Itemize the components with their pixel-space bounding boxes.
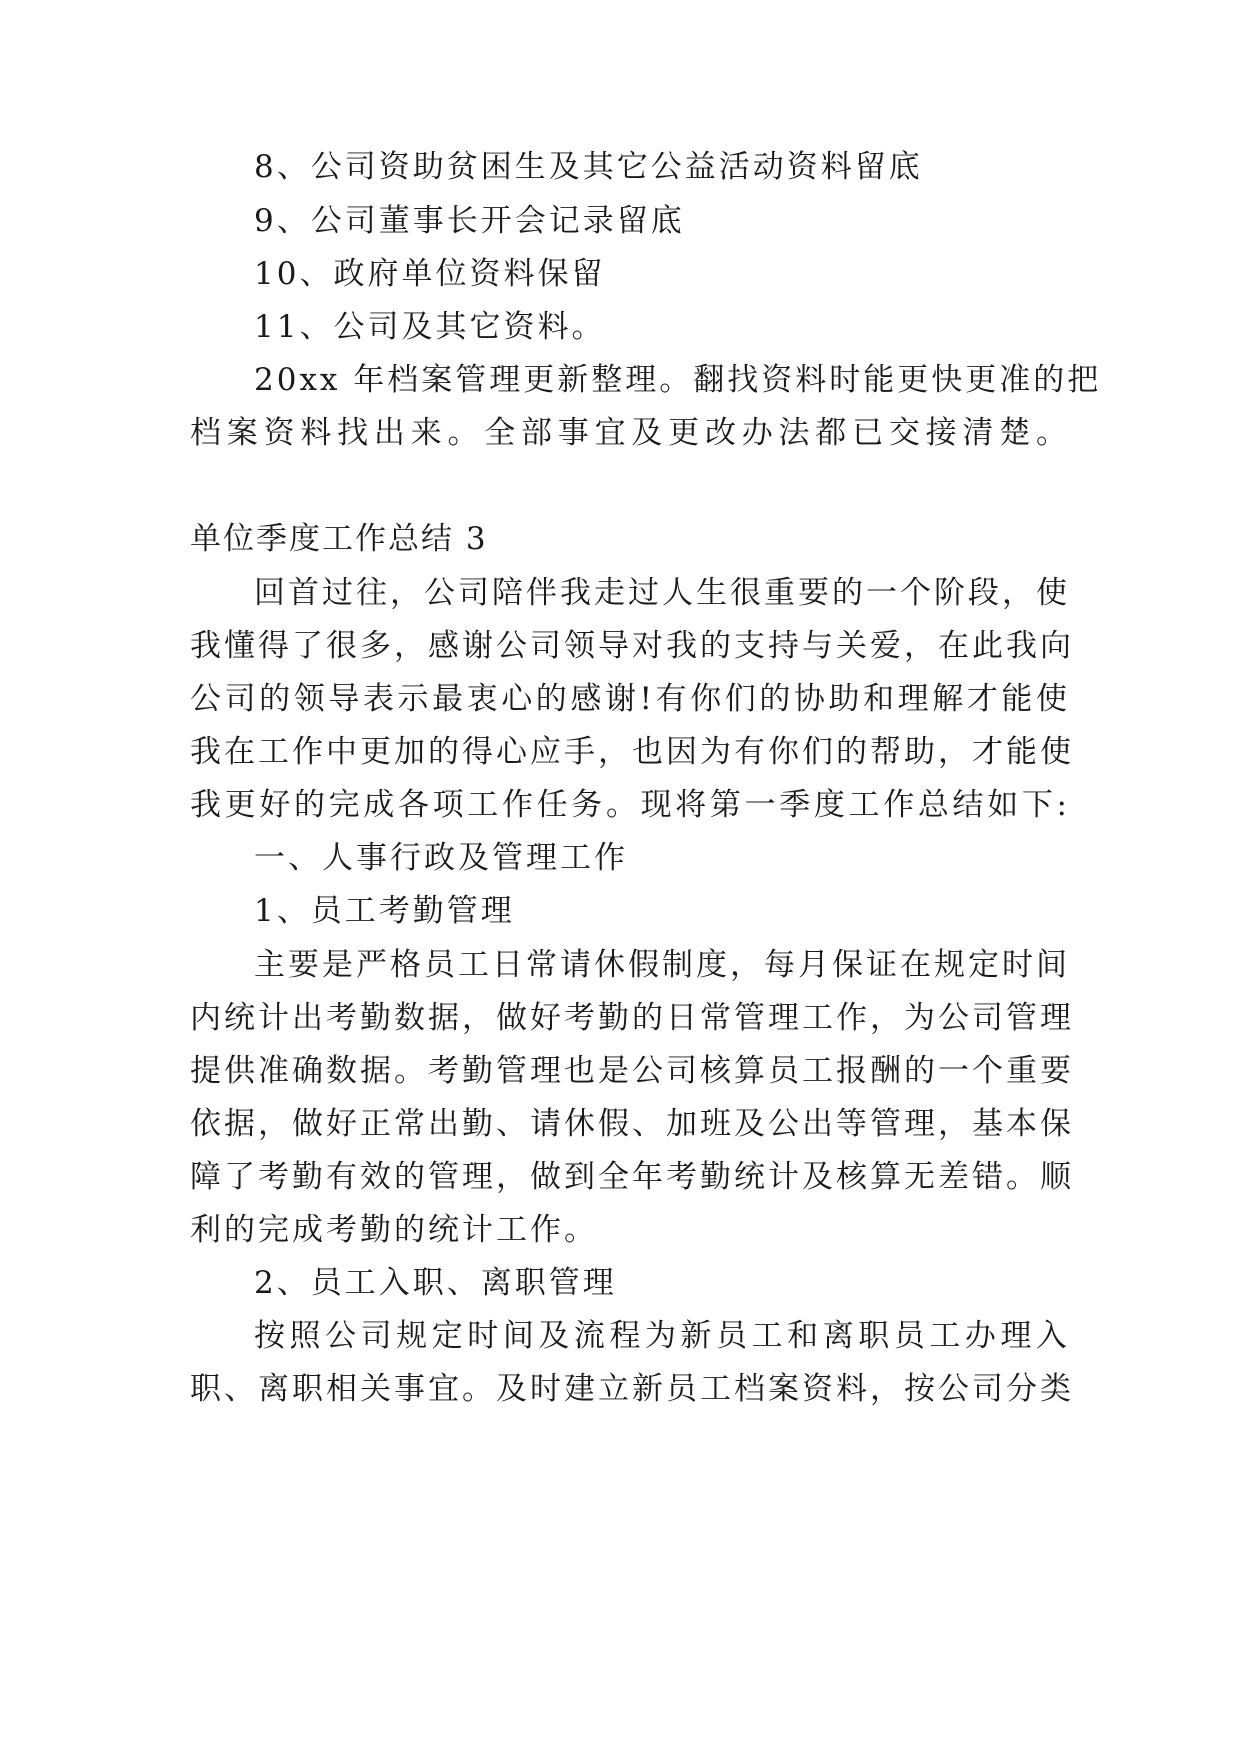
heading-hr-admin: 一、人事行政及管理工作 (254, 840, 628, 876)
attendance-line-6: 利的完成考勤的统计工作。 (190, 1212, 598, 1248)
attendance-line-4: 依据，做好正常出勤、请休假、加班及公出等管理，基本保 (190, 1106, 1074, 1142)
list-item-9: 9、公司董事长开会记录留底 (254, 203, 685, 239)
intro-line-3: 公司的领导表示最衷心的感谢!有你们的协助和理解才能使 (190, 681, 1070, 717)
intro-line-2: 我懂得了很多，感谢公司领导对我的支持与关爱，在此我向 (190, 628, 1074, 664)
onboarding-line-2: 职、离职相关事宜。及时建立新员工档案资料，按公司分类 (190, 1371, 1074, 1407)
intro-line-1: 回首过往，公司陪伴我走过人生很重要的一个阶段，使 (254, 575, 1070, 611)
summary-line-2: 档案资料找出来。全部事宜及更改办法都已交接清楚。 (190, 415, 1070, 451)
attendance-line-2: 内统计出考勤数据，做好考勤的日常管理工作，为公司管理 (190, 1000, 1074, 1036)
attendance-line-5: 障了考勤有效的管理，做到全年考勤统计及核算无差错。顺 (190, 1159, 1074, 1195)
onboarding-line-1: 按照公司规定时间及流程为新员工和离职员工办理入 (254, 1318, 1070, 1354)
list-item-10: 10、政府单位资料保留 (254, 256, 606, 292)
section-title: 单位季度工作总结 3 (190, 521, 488, 557)
attendance-line-1: 主要是严格员工日常请休假制度，每月保证在规定时间 (254, 947, 1070, 983)
subheading-attendance: 1、员工考勤管理 (254, 893, 515, 929)
intro-line-4: 我在工作中更加的得心应手，也因为有你们的帮助，才能使 (190, 734, 1074, 770)
attendance-line-3: 提供准确数据。考勤管理也是公司核算员工报酬的一个重要 (190, 1053, 1074, 1089)
summary-line-1: 20xx 年档案管理更新整理。翻找资料时能更快更准的把 (254, 362, 1102, 398)
subheading-onboarding: 2、员工入职、离职管理 (254, 1265, 617, 1301)
intro-line-5: 我更好的完成各项工作任务。现将第一季度工作总结如下: (190, 787, 1070, 823)
list-item-8: 8、公司资助贫困生及其它公益活动资料留底 (254, 149, 923, 185)
list-item-11: 11、公司及其它资料。 (254, 309, 606, 345)
